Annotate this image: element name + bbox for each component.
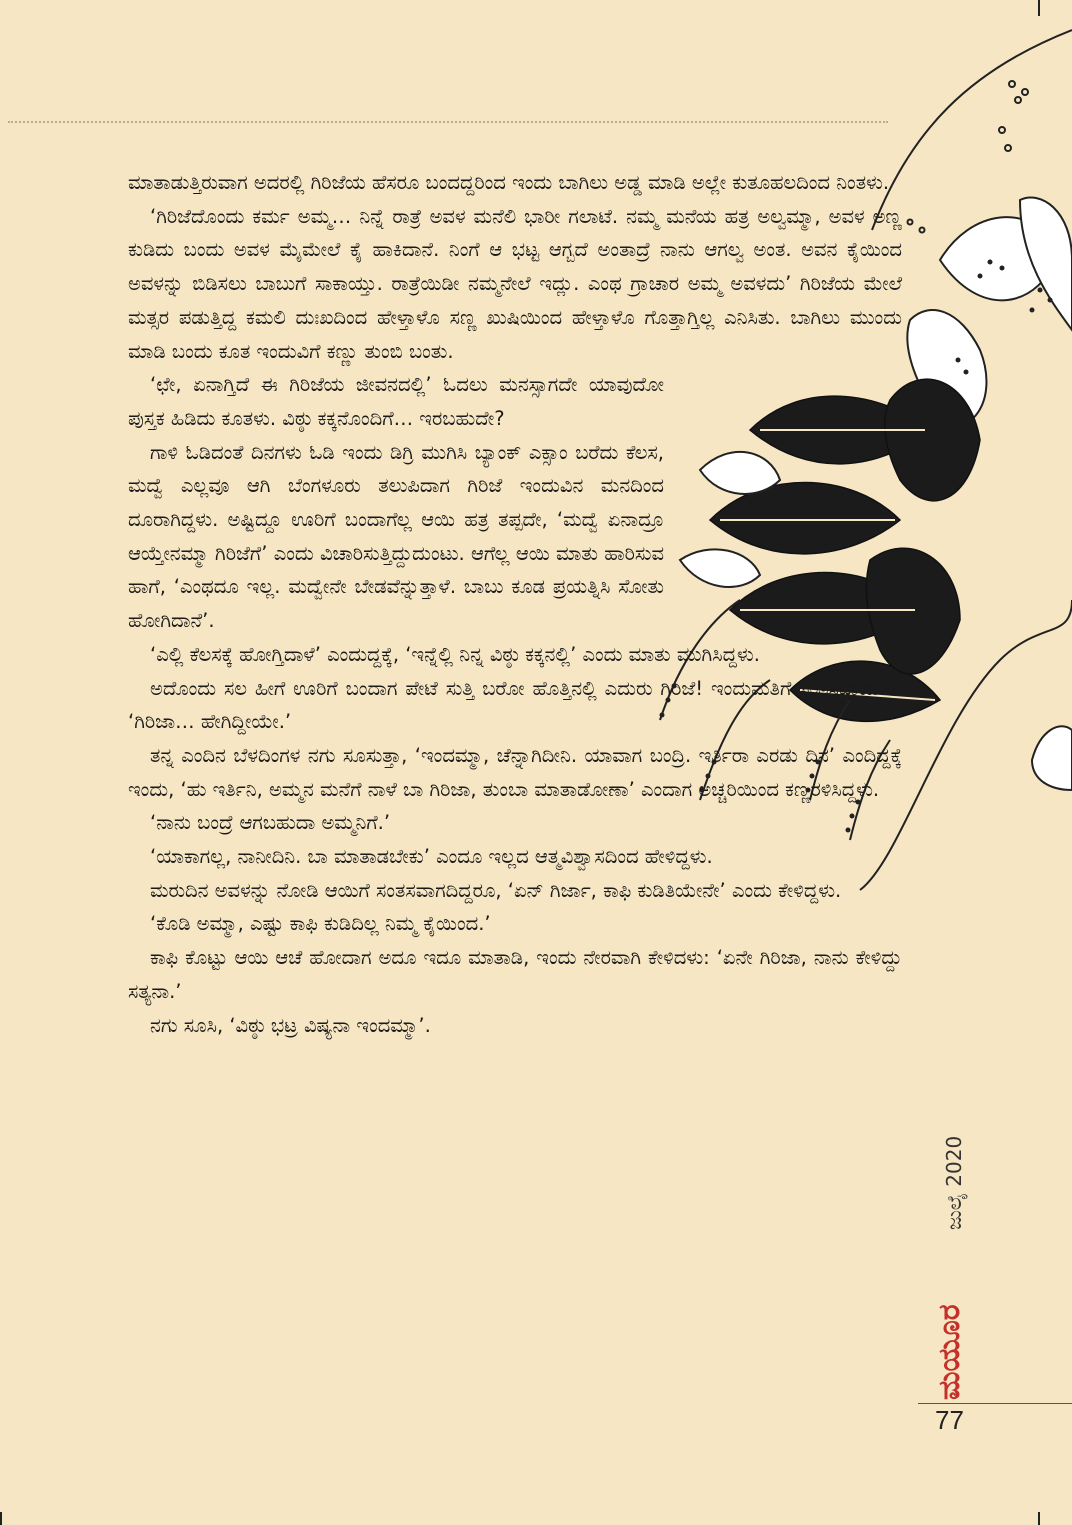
paragraph: ಮಾತಾಡುತ್ತಿರುವಾಗ ಅದರಲ್ಲಿ ಗಿರಿಜೆಯ ಹೆಸರೂ ಬಂದದ್ದರಿಂದ ಇಂದು ಬಾಗಿಲು ಅಡ್ಡ ಮಾಡಿ ಅಲ್ಲೇ ಕುತೂಹಲದಿಂದ ನಿಂತಳು.	[128, 171, 890, 194]
paragraph: ‘ಯಾಕಾಗಲ್ಲ, ನಾನೀದಿನಿ. ಬಾ ಮಾತಾಡಬೇಕು’ ಎಂದೂ ಇಲ್ಲದ ಆತ್ಮವಿಶ್ವಾಸದಿಂದ ಹೇಳಿದ್ದಳು.	[150, 845, 713, 869]
article-body	[128, 166, 902, 1042]
page-number: 77	[935, 1405, 964, 1435]
sidebar	[922, 1100, 982, 1400]
paragraph: ತನ್ನ ಎಂದಿನ ಬೆಳದಿಂಗಳ ನಗು ಸೂಸುತ್ತಾ, ‘ಇಂದಮ್ಮಾ, ಚೆನ್ನಾಗಿದೀನಿ. ಯಾವಾಗ ಬಂದ್ರಿ. ಇರ್ತಿರಾ ಎರಡು ದಿನ’ ಎಂದಿದ್ದಕ್ಕೆ ಇಂದು, ‘ಹು ಇರ್ತಿನಿ, ಅಮ್ಮನ ಮನೆಗೆ ನಾಳೆ ಬಾ ಗಿರಿಜಾ, ತುಂಬಾ ಮಾತಾಡೋಣಾ’ ಎಂದಾಗ ಅಚ್ಚರಿಯಿಂದ ಕಣ್ಣರಳಿಸಿದ್ದಳು.	[128, 743, 902, 801]
paragraph: ‘ನಾನು ಬಂದ್ರೆ ಆಗಬಹುದಾ ಅಮ್ಮನಿಗೆ.’	[150, 811, 391, 835]
issue-date: ಜುಲೈ 2020	[942, 1135, 966, 1230]
paragraph: ಕಾಫಿ ಕೊಟ್ಟು ಆಯಿ ಆಚೆ ಹೋದಾಗ ಅದೂ ಇದೂ ಮಾತಾಡಿ, ಇಂದು ನೇರವಾಗಿ ಕೇಳಿದಳು: ‘ಏನೇ ಗಿರಿಜಾ, ನಾನು ಕೇಳಿದ್ದು ಸತ್ಯನಾ.’	[128, 946, 902, 1003]
paragraph: ಅದೊಂದು ಸಲ ಹೀಗೆ ಊರಿಗೆ ಬಂದಾಗ ಪೇಟೆ ಸುತ್ತಿ ಬರೋ ಹೊತ್ತಿನಲ್ಲಿ ಎದುರು ಗಿರಿಜೆ! ಇಂದುಮತಿಗೆ ಸಂತಸವಾಯಿತು. ‘ಗಿರಿಜಾ… ಹೇಗಿದ್ದೀಯೇ.’	[128, 676, 902, 734]
paragraph: ‘ಕೊಡಿ ಅಮ್ಮಾ, ಎಷ್ಟು ಕಾಫಿ ಕುಡಿದಿಲ್ಲ ನಿಮ್ಮ ಕೈಯಿಂದ.’	[150, 912, 491, 936]
crop-mark	[1038, 1512, 1040, 1525]
paragraph: ‘ಎಲ್ಲಿ ಕೆಲಸಕ್ಕೆ ಹೋಗ್ತಿದಾಳೆ’ ಎಂದುದ್ದಕ್ಕೆ, ‘ಇನ್ನೆಲ್ಲಿ ನಿನ್ನ ವಿಠ್ಠು ಕಕ್ಕನಲ್ಲಿ’ ಎಂದು ಮಾತು ಮುಗಿಸಿದ್ದಳು.	[150, 642, 760, 666]
paragraph: ‘ಛೇ, ಏನಾಗ್ತಿದೆ ಈ ಗಿರಿಜೆಯ ಜೀವನದಲ್ಲಿ’ ಓದಲು ಮನಸ್ಸಾಗದೇ ಯಾವುದೋ ಪುಸ್ತಕ ಹಿಡಿದು ಕೂತಳು. ವಿಠ್ಠು ಕಕ್ಕನೊಂದಿಗೆ… ಇರಬಹುದೇ?	[128, 373, 664, 430]
paragraph: ಗಾಳಿ ಓಡಿದಂತೆ ದಿನಗಳು ಓಡಿ ಇಂದು ಡಿಗ್ರಿ ಮುಗಿಸಿ ಬ್ಯಾಂಕ್ ಎಕ್ಸಾಂ ಬರೆದು ಕೆಲಸ, ಮದ್ವೆ ಎಲ್ಲವೂ ಆಗಿ ಬೆಂಗಳೂರು ತಲುಪಿದಾಗ ಗಿರಿಜೆ ಇಂದುವಿನ ಮನದಿಂದ ದೂರಾಗಿದ್ದಳು. ಅಷ್ಟಿದ್ದೂ ಊರಿಗೆ ಬಂದಾಗೆಲ್ಲ ಆಯಿ ಹತ್ರ ತಪ್ಪದೇ, ‘ಮದ್ವೆ ಏನಾದ್ರೂ ಆಯ್ತೇನಮ್ಮಾ ಗಿರಿಜೆಗೆ’ ಎಂದು ವಿಚಾರಿಸುತ್ತಿದ್ದುದುಂಟು. ಆಗೆಲ್ಲ ಆಯಿ ಮಾತು ಹಾರಿಸುವ ಹಾಗೆ, ‘ಎಂಥದೂ ಇಲ್ಲ. ಮದ್ವೇನೇ ಬೇಡವೆನ್ನುತ್ತಾಳೆ. ಬಾಬು ಕೂಡ ಪ್ರಯತ್ನಿಸಿ ಸೋತು ಹೋಗಿದಾನೆ’.	[128, 440, 664, 633]
paragraph: ‘ಗಿರಿಜೆದೊಂದು ಕರ್ಮ ಅಮ್ಮ… ನಿನ್ನೆ ರಾತ್ರೆ ಅವಳ ಮನೆಲಿ ಭಾರೀ ಗಲಾಟೆ. ನಮ್ಮ ಮನೆಯ ಹತ್ರ ಅಲ್ವಮ್ಮಾ, ಅವಳ ಅಣ್ಣ ಕುಡಿದು ಬಂದು ಅವಳ ಮೈಮೇಲೆ ಕೈ ಹಾಕಿದಾನೆ. ನಿಂಗೆ ಆ ಭಟ್ಟ ಆಗ್ಬದೆ ಅಂತಾದ್ರೆ ನಾನು ಆಗಲ್ವ ಅಂತ. ಅವನ ಕೈಯಿಂದ ಅವಳನ್ನು ಬಿಡಿಸಲು ಬಾಬುಗೆ ಸಾಕಾಯ್ತು. ರಾತ್ರೆಯಿಡೀ ನಮ್ಮನೇಲೆ ಇದ್ಲು. ಎಂಥ ಗ್ರಾಚಾರ ಅಮ್ಮ ಅವಳದು’ ಗಿರಿಜೆಯ ಮೇಲೆ ಮತ್ಸರ ಪಡುತ್ತಿದ್ದ ಕಮಲಿ ದುಃಖದಿಂದ ಹೇಳ್ತಾಳೊ ಸಣ್ಣ ಖುಷಿಯಿಂದ ಹೇಳ್ತಾಳೊ ಗೊತ್ತಾಗ್ತಿಲ್ಲ ಎನಿಸಿತು. ಬಾಗಿಲು ಮುಂದು ಮಾಡಿ ಬಂದು ಕೂತ ಇಂದುವಿಗೆ ಕಣ್ಣು ತುಂಬಿ ಬಂತು.	[128, 204, 902, 363]
paragraph: ಮರುದಿನ ಅವಳನ್ನು ನೋಡಿ ಆಯಿಗೆ ಸಂತಸವಾಗದಿದ್ದರೂ, ‘ಏನ್ ಗಿರ್ಜಾ, ಕಾಫಿ ಕುಡಿತಿಯೇನೇ’ ಎಂದು ಕೇಳಿದ್ದಳು.	[150, 878, 842, 902]
page-number-rule	[918, 1403, 1072, 1404]
magazine-name: ಮಯೂರ	[932, 1304, 967, 1400]
crop-mark	[0, 1512, 2, 1525]
paragraph: ನಗು ಸೂಸಿ, ‘ವಿಠ್ಠು ಭಟ್ರ ವಿಷ್ಯನಾ ಇಂದಮ್ಮಾ’.	[150, 1013, 431, 1037]
